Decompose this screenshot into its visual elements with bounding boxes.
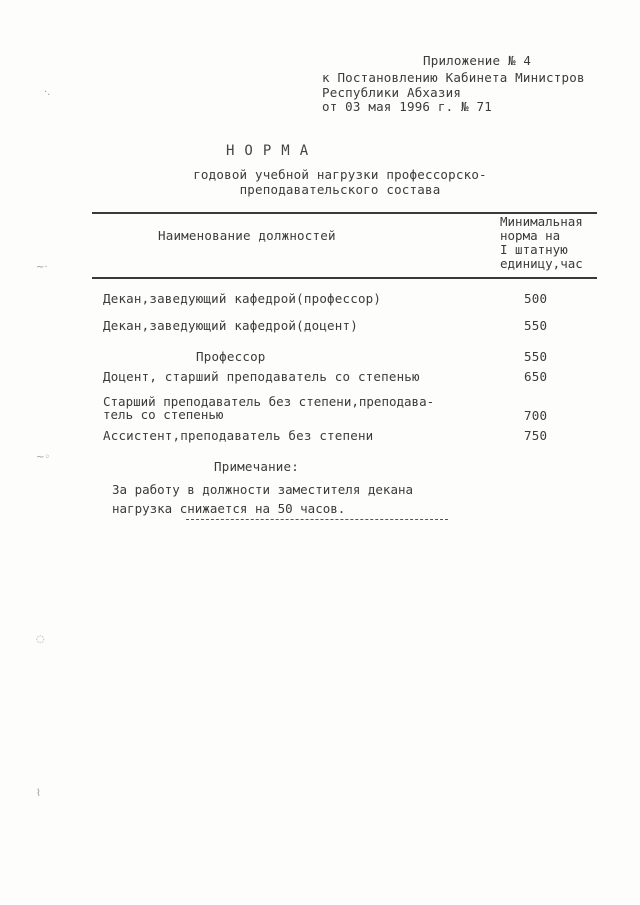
- scan-mark-icon: ~◦: [36, 452, 51, 463]
- column-header-position: Наименование должностей: [158, 228, 336, 243]
- table-row-value: 500: [524, 291, 548, 306]
- note-text: За работу в должности заместителя декана нагрузка снижается на 50 часов.: [112, 482, 414, 516]
- table-row-value: 650: [524, 369, 548, 384]
- table-row-label: Декан,заведующий кафедрой(профессор): [103, 291, 382, 306]
- scan-mark-icon: ·.: [44, 87, 51, 98]
- table-row-value: 700: [524, 408, 548, 423]
- column-header-norm: Минимальная норма на I штатную единицу,час: [500, 214, 583, 271]
- table-row-value: 550: [524, 318, 548, 333]
- document-subtitle: годовой учебной нагрузки профессорско-преподавательского состава: [193, 167, 487, 197]
- scan-mark-icon: ⌇: [36, 788, 41, 799]
- document-title: НОРМА: [226, 143, 319, 159]
- table-row-value: 750: [524, 428, 548, 443]
- scan-mark-icon: ◌: [36, 634, 45, 645]
- table-row-label: Старший преподаватель без степени,преподава- тель со степенью: [103, 394, 435, 422]
- note-title: Примечание:: [214, 459, 299, 474]
- table-row-label: Профессор: [196, 349, 266, 364]
- appendix-title: Приложение № 4: [423, 53, 532, 68]
- table-row-value: 550: [524, 349, 548, 364]
- table-row-label: Доцент, старший преподаватель со степенью: [103, 369, 420, 384]
- table-row-label: Ассистент,преподаватель без степени: [103, 428, 374, 443]
- appendix-date-line: от 03 мая 1996 г. № 71: [322, 99, 492, 114]
- appendix-resolution-line: к Постановлению Кабинета Министров: [322, 70, 585, 85]
- table-header-rule: [92, 277, 597, 279]
- scan-mark-icon: ~·: [36, 262, 48, 273]
- table-row-label: Декан,заведующий кафедрой(доцент): [103, 318, 358, 333]
- note-underline: [186, 519, 448, 520]
- appendix-republic-line: Республики Абхазия: [322, 85, 462, 100]
